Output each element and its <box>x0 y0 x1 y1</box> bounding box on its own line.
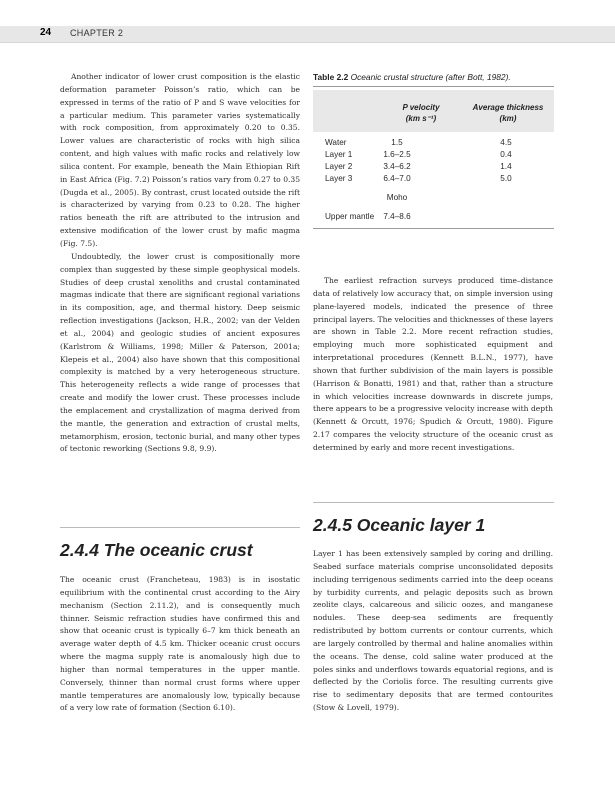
row-layer1-layer: Layer 1 <box>325 150 353 159</box>
row-water-layer: Water <box>325 138 347 147</box>
paragraph-oceanic-layer1: Layer 1 has been extensively sampled by coring and drilling. Seabed surface materials comprise unconsolidated deposits including terrigenous sediments carried into the deep oceans by turbidity currents, and pelagic deposits such as brown zeolite clays, calcareous and silicic oozes, and manganese nodules. These deep-sea sediments are frequently redistributed by bottom currents or contour currents, which are largely controlled by thermal and haline anomalies within the oceans. The dense, cold saline water produced at the poles sinks and underflows towards equatorial regions, and is deflected by the Coriolis force. The resulting currents give rise to sedimentary deposits that are termed contourites (Stow & Lovell, 1979). <box>313 549 553 713</box>
row-mantle-layer: Upper mantle <box>325 212 375 221</box>
paragraph-poisson-ratio: Another indicator of lower crust composition is the elastic deformation parameter Poisson’s ratio, which can be expressed in terms of the ratio of P and S wave velocities for a particular medium. This parameter varies systematically with rock composition, from approximately 0.20 to 0.35. Lower values are characteristic of rocks with high silica content, and high values with mafic rocks and relatively low silica content. For example, beneath the Main Ethiopian Rift in East Africa (Fig. 7.2) Poisson’s ratios vary from 0.27 to 0.35 (Dugda et al., 2005). By contrast, crust located outside the rift is characterized by varying from 0.23 to 0.28. The higher ratios beneath the rift are attributed to the intrusion and extensive modification of the lower crust by mafic magma (Fig. 7.5). <box>60 72 300 248</box>
moho-label: Moho <box>386 193 408 202</box>
row-layer3-thickness: 5.0 <box>500 174 512 183</box>
table-title: Oceanic crustal structure (after Bott, 1982). <box>350 72 511 82</box>
row-layer2-thickness: 1.4 <box>500 162 512 171</box>
table-header-row <box>313 90 554 132</box>
oceanic-layer1-text <box>313 548 553 715</box>
row-layer2-layer: Layer 2 <box>325 162 353 171</box>
chapter-label: CHAPTER 2 <box>70 28 124 38</box>
oceanic-crust-text <box>60 574 300 715</box>
paragraph-refraction-surveys: The earliest refraction surveys produced time–distance data of relatively low accuracy that, on simple inversion using plane-layered models, indicated the presence of three principal layers. The velocities and thicknesses of these layers are shown in Table 2.2. More recent refraction studies, employing much more sophisticated equipment and interpretational procedures (Kennett B.L.N., 1977), have shown that further subdivision of the main layers is possible (Harrison & Bonatti, 1981) and that, rather than a structure in which velocities increase downwards in discrete jumps, there appears to be a progressive velocity increase with depth (Kennett & Orcutt, 1976; Spudich & Orcutt, 1980). Figure 2.17 compares the velocity structure of the oceanic crust as determined by early and more recent investigations. <box>313 276 553 452</box>
section-heading-oceanic-crust: 2.4.4 The oceanic crust <box>60 540 253 560</box>
row-layer3-velocity: 6.4–7.0 <box>383 174 411 183</box>
header-average-thickness: Average thickness (km) <box>472 103 544 123</box>
section-rule <box>60 527 300 528</box>
row-layer3-layer: Layer 3 <box>325 174 353 183</box>
running-header <box>0 26 615 43</box>
row-layer2-velocity: 3.4–6.2 <box>383 162 411 171</box>
left-column-text <box>60 71 300 456</box>
row-water-thickness: 4.5 <box>500 138 512 147</box>
section-heading-oceanic-layer1: 2.4.5 Oceanic layer 1 <box>313 515 486 535</box>
header-p-velocity: P velocity (km s⁻¹) <box>402 103 440 123</box>
row-layer1-velocity: 1.6–2.5 <box>383 150 411 159</box>
paragraph-oceanic-crust: The oceanic crust (Francheteau, 1983) is in isostatic equilibrium with the continental crust according to the Airy mechanism (Section 2.11.2), and is consequently much thinner. Seismic refraction studies have confirmed this and show that oceanic crust is typically 6–7 km thick beneath an average water depth of 4.5 km. Thicker oceanic crust occurs where the magma supply rate is anomalously high due to higher than normal temperatures in the upper mantle. Conversely, thinner than normal crust forms where upper mantle temperatures are anomalously low, typically because of a very low rate of formation (Section 6.10). <box>60 575 300 713</box>
table-caption <box>313 72 573 82</box>
page-number: 24 <box>40 27 52 38</box>
table-label: Table 2.2 <box>313 72 349 82</box>
table-bottom-rule <box>313 228 554 229</box>
table-top-rule <box>313 86 554 87</box>
row-layer1-thickness: 0.4 <box>500 150 512 159</box>
row-water-velocity: 1.5 <box>391 138 403 147</box>
section-rule <box>313 502 554 503</box>
refraction-text <box>313 275 553 455</box>
paragraph-lower-crust-complexity: Undoubtedly, the lower crust is compositionally more complex than suggested by these simple geophysical models. Studies of deep crustal xenoliths and crustal contaminated magmas indicate that there are significant regional variations in its composition, age, and thermal history. Deep seismic reflection investigations (Jackson, H.R., 2002; van der Velden et al., 2004) and geologic studies of ancient exposures (Karlstrom & Williams, 1998; Miller & Paterson, 2001a; Klepeis et al., 2004) also have shown that this compositional complexity is matched by a very heterogeneous structure. This heterogeneity reflects a wide range of processes that create and modify the lower crust. These processes include the emplacement and crystallization of magma derived from the mantle, the generation and extraction of crustal melts, metamorphism, erosion, tectonic burial, and many other types of tectonic reworking (Sections 9.8, 9.9). <box>60 251 300 454</box>
row-mantle-velocity: 7.4–8.6 <box>383 212 411 221</box>
